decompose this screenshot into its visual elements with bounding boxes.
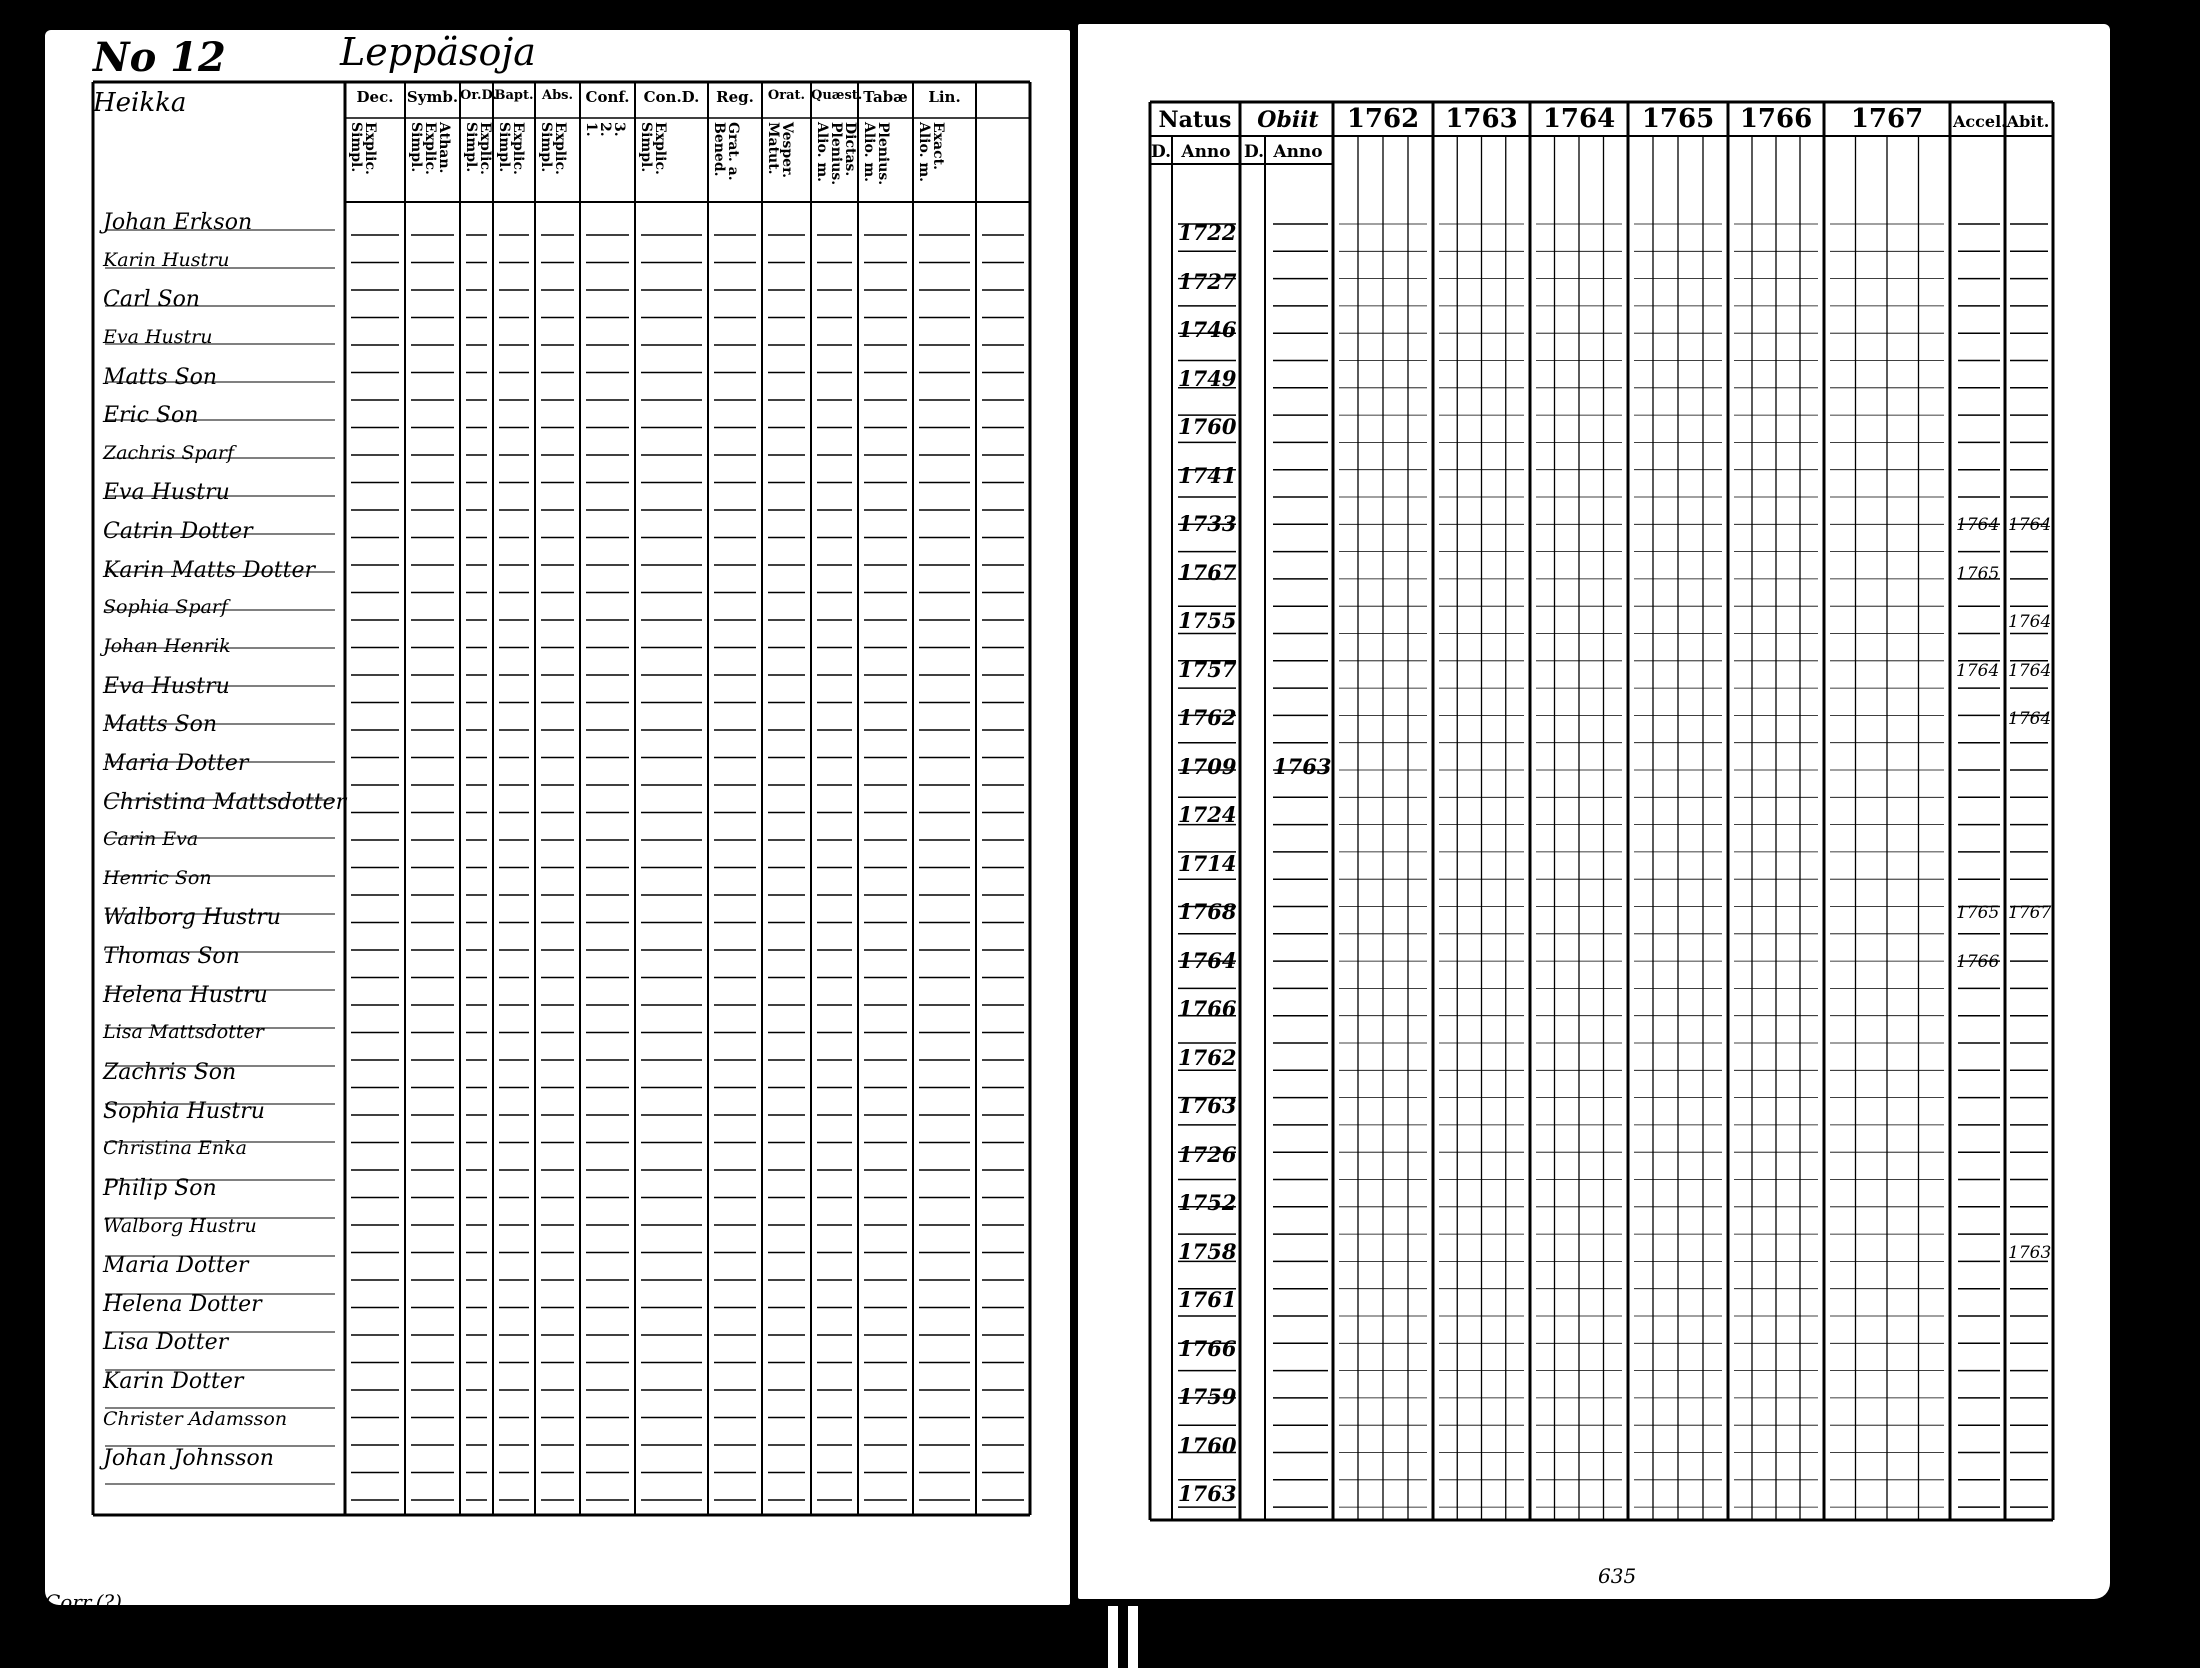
column-header-subtitle: Explic. Simpl.	[638, 122, 668, 175]
resident-name: Sophia Hustru	[103, 1098, 265, 1124]
resident-name: Eric Son	[103, 403, 199, 429]
resident-name: Matts Son	[103, 712, 218, 738]
resident-name: Karin Matts Dotter	[103, 557, 315, 583]
abiit-year: 1764	[2008, 660, 2052, 681]
year-header: 1764	[1542, 104, 1616, 134]
natus-header: Natus	[1158, 107, 1232, 133]
death-year: 1763	[1273, 753, 1332, 779]
resident-name: Eva Hustru	[103, 480, 230, 506]
resident-name: Thomas Son	[103, 944, 240, 970]
resident-name: Eva Hustru	[103, 673, 230, 699]
birth-year: 1749	[1178, 365, 1237, 391]
column-header-title: Con.D.	[643, 88, 700, 106]
resident-name: Karin Hustru	[103, 248, 230, 271]
abiit-header: Abit.	[2006, 112, 2050, 131]
resident-name: Carl Son	[103, 287, 200, 313]
birth-year: 1733	[1178, 511, 1237, 536]
resident-name: Johan Erkson	[103, 210, 253, 235]
resident-name: Zachris Sparf	[103, 441, 234, 464]
birth-year: 1722	[1178, 220, 1237, 245]
abiit-year: 1764	[2008, 709, 2052, 729]
resident-name: Helena Dotter	[103, 1291, 262, 1317]
year-header: 1762	[1346, 104, 1420, 134]
resident-name: Henric Son	[103, 866, 212, 889]
birth-year: 1760	[1178, 1432, 1237, 1458]
resident-name: Karin Dotter	[103, 1369, 244, 1395]
resident-name: Christer Adamsson	[103, 1407, 288, 1430]
column-header-title: Or.D.	[460, 88, 497, 103]
birth-year: 1759	[1178, 1384, 1237, 1409]
natus-year-subheader: Anno	[1181, 142, 1231, 162]
column-header-title: Dec.	[356, 88, 394, 106]
birth-year: 1768	[1178, 899, 1237, 924]
birth-year: 1764	[1178, 947, 1237, 973]
column-header-subtitle: Grat. a. Bened.	[711, 122, 741, 181]
accessit-year: 1764	[1956, 660, 2000, 681]
column-header-subtitle: Vesper. Matut.	[765, 122, 795, 179]
resident-name: Walborg Hustru	[103, 1214, 257, 1237]
abiit-year: 1764	[2008, 612, 2052, 632]
birth-year: 1758	[1178, 1238, 1237, 1264]
column-header-title: Conf.	[585, 88, 630, 106]
abiit-year: 1763	[2008, 1242, 2052, 1263]
birth-year: 1746	[1178, 317, 1237, 342]
column-header-subtitle: Explic. Simpl.	[463, 122, 493, 175]
accessit-year: 1764	[1956, 515, 2000, 535]
birth-year: 1760	[1178, 414, 1237, 439]
column-header-title: Quæst.	[811, 88, 863, 103]
resident-name: Sophia Sparf	[103, 596, 228, 619]
birth-year: 1767	[1178, 559, 1237, 585]
accessit-year: 1765	[1956, 563, 2000, 584]
binding-gutter	[1128, 1606, 1138, 1668]
natus-day-subheader: D.	[1150, 142, 1172, 162]
column-header-title: Reg.	[716, 88, 754, 106]
obiit-header: Obiit	[1257, 107, 1319, 133]
birth-year: 1766	[1178, 1335, 1237, 1361]
abiit-year: 1767	[2008, 903, 2052, 923]
village-name: Leppäsoja	[340, 30, 536, 74]
resident-name: Maria Dotter	[103, 750, 249, 776]
birth-year: 1755	[1178, 608, 1237, 633]
page-number: No 12	[93, 34, 226, 81]
birth-year: 1757	[1178, 656, 1237, 682]
resident-name: Lisa Dotter	[103, 1330, 229, 1356]
birth-year: 1724	[1178, 802, 1237, 827]
column-header-subtitle: Explic. Simpl.	[538, 122, 568, 175]
resident-name: Maria Dotter	[103, 1253, 249, 1279]
birth-year: 1766	[1178, 996, 1237, 1021]
birth-year: 1762	[1178, 1044, 1237, 1070]
obiit-day-subheader: D.	[1243, 142, 1265, 162]
column-header-title: Symb.	[406, 88, 459, 106]
column-header-subtitle: Explic. Simpl.	[348, 122, 378, 175]
obiit-year-subheader: Anno	[1273, 142, 1323, 162]
column-header-title: Orat.	[767, 88, 806, 103]
resident-name: Carin Eva	[103, 828, 199, 851]
household-name: Heikka	[93, 88, 187, 118]
year-header: 1765	[1641, 104, 1715, 134]
column-header-title: Lin.	[928, 88, 961, 106]
year-header: 1766	[1739, 104, 1813, 134]
year-header: 1763	[1445, 104, 1518, 134]
accessit-year: 1766	[1956, 951, 2000, 972]
column-header-subtitle: Dictas. Plenius. Alio. m.	[814, 122, 858, 186]
column-header-title: Bapt.	[494, 88, 534, 103]
resident-name: Philip Son	[103, 1175, 217, 1201]
birth-year: 1741	[1178, 462, 1237, 488]
column-header-subtitle: Plenius. Alio. m.	[861, 122, 891, 186]
right-footer-note: 635	[1598, 1564, 1637, 1588]
year-header: 1767	[1850, 104, 1924, 134]
left-register-page	[45, 30, 1070, 1614]
birth-year: 1727	[1178, 268, 1237, 294]
column-header-subtitle: Explic. Simpl.	[496, 122, 526, 175]
resident-name: Eva Hustru	[103, 325, 213, 348]
abiit-year: 1764	[2008, 515, 2052, 535]
right-register-page	[1078, 24, 2110, 1599]
birth-year: 1763	[1178, 1093, 1237, 1118]
accessit-year: 1765	[1956, 903, 2000, 923]
birth-year: 1763	[1178, 1481, 1237, 1506]
birth-year: 1752	[1178, 1190, 1237, 1215]
column-header-title: Tabæ	[863, 88, 908, 106]
column-header-subtitle: 3. 2. 1.	[583, 122, 627, 137]
resident-name: Christina Mattsdotter	[103, 789, 347, 815]
column-header-subtitle: Athan. Explic. Simpl.	[408, 122, 452, 175]
column-header-subtitle: Exact. Alio. m.	[916, 122, 946, 183]
resident-name: Christina Enka	[103, 1137, 247, 1160]
resident-name: Johan Henrik	[103, 635, 231, 657]
birth-year: 1762	[1178, 705, 1237, 730]
resident-name: Walborg Hustru	[103, 905, 281, 931]
resident-name: Matts Son	[103, 364, 218, 390]
resident-name: Zachris Son	[103, 1060, 237, 1085]
resident-name: Helena Hustru	[103, 982, 268, 1008]
birth-year: 1761	[1178, 1287, 1237, 1312]
column-header-title: Abs.	[541, 88, 574, 103]
binding-gutter	[1108, 1606, 1118, 1668]
resident-name: Lisa Mattsdotter	[103, 1021, 264, 1044]
birth-year: 1726	[1178, 1141, 1237, 1167]
accessit-header: Accel.	[1953, 112, 2007, 131]
birth-year: 1714	[1178, 850, 1237, 876]
resident-name: Catrin Dotter	[103, 519, 253, 545]
left-footer-note: Corr.(?) ...	[45, 1590, 148, 1614]
resident-name: Johan Johnsson	[103, 1446, 274, 1472]
birth-year: 1709	[1178, 753, 1237, 779]
